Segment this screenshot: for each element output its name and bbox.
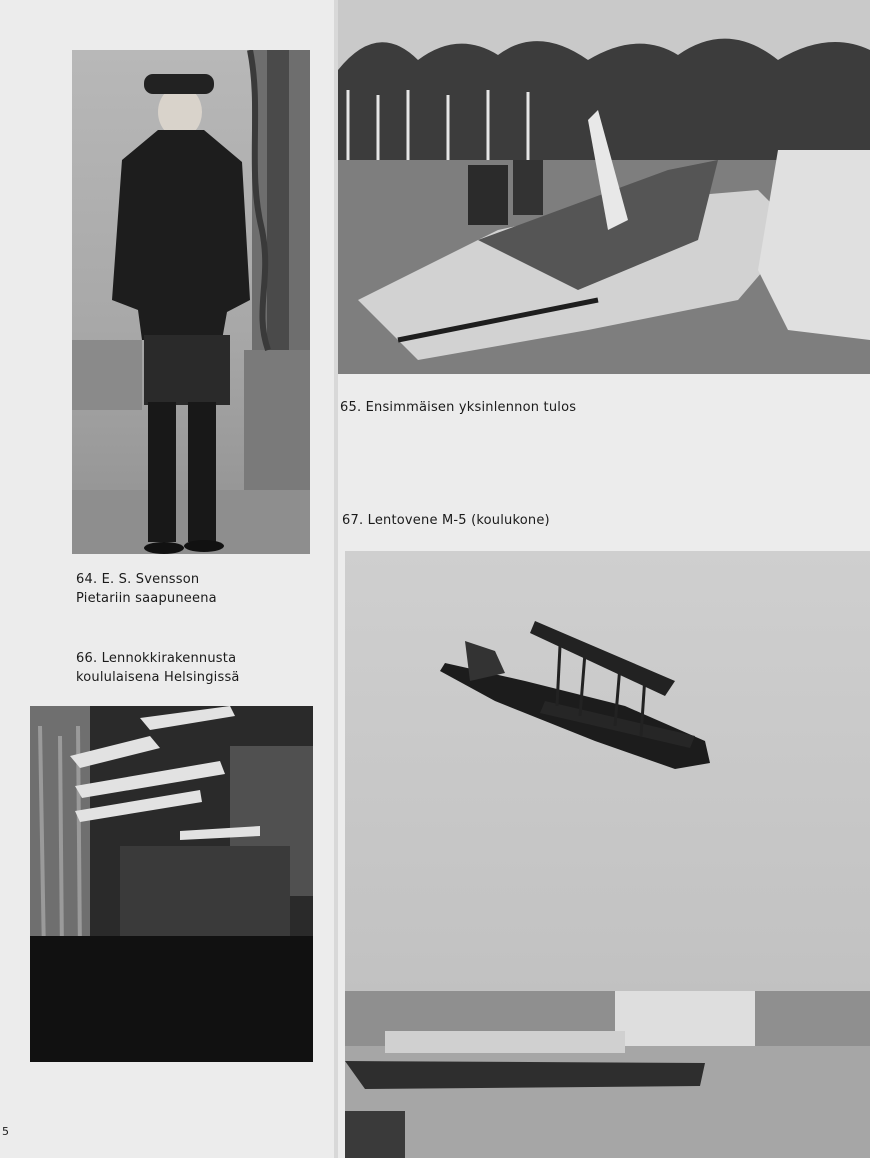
caption-67: [342, 511, 550, 530]
caption-64: [76, 570, 217, 608]
caption-64-line-1: 64. E. S. Svensson: [76, 572, 200, 587]
photo-67-flying-boat: [345, 551, 870, 1158]
caption-66: [76, 649, 240, 687]
photo-64-portrait: [72, 50, 310, 554]
caption-67-line-1: 67. Lentovene M-5 (koulukone): [342, 513, 550, 528]
page-number: 5: [2, 1125, 9, 1138]
caption-66-line-1: 66. Lennokkirakennusta: [76, 651, 237, 666]
caption-66-line-2: koululaisena Helsingissä: [76, 670, 240, 685]
photo-65-wreck: [338, 0, 870, 374]
caption-64-line-2: Pietariin saapuneena: [76, 591, 217, 606]
caption-65-line-1: 65. Ensimmäisen yksinlennon tulos: [340, 400, 577, 415]
photo-66-workshop: [30, 706, 313, 1062]
caption-65: [340, 398, 576, 417]
